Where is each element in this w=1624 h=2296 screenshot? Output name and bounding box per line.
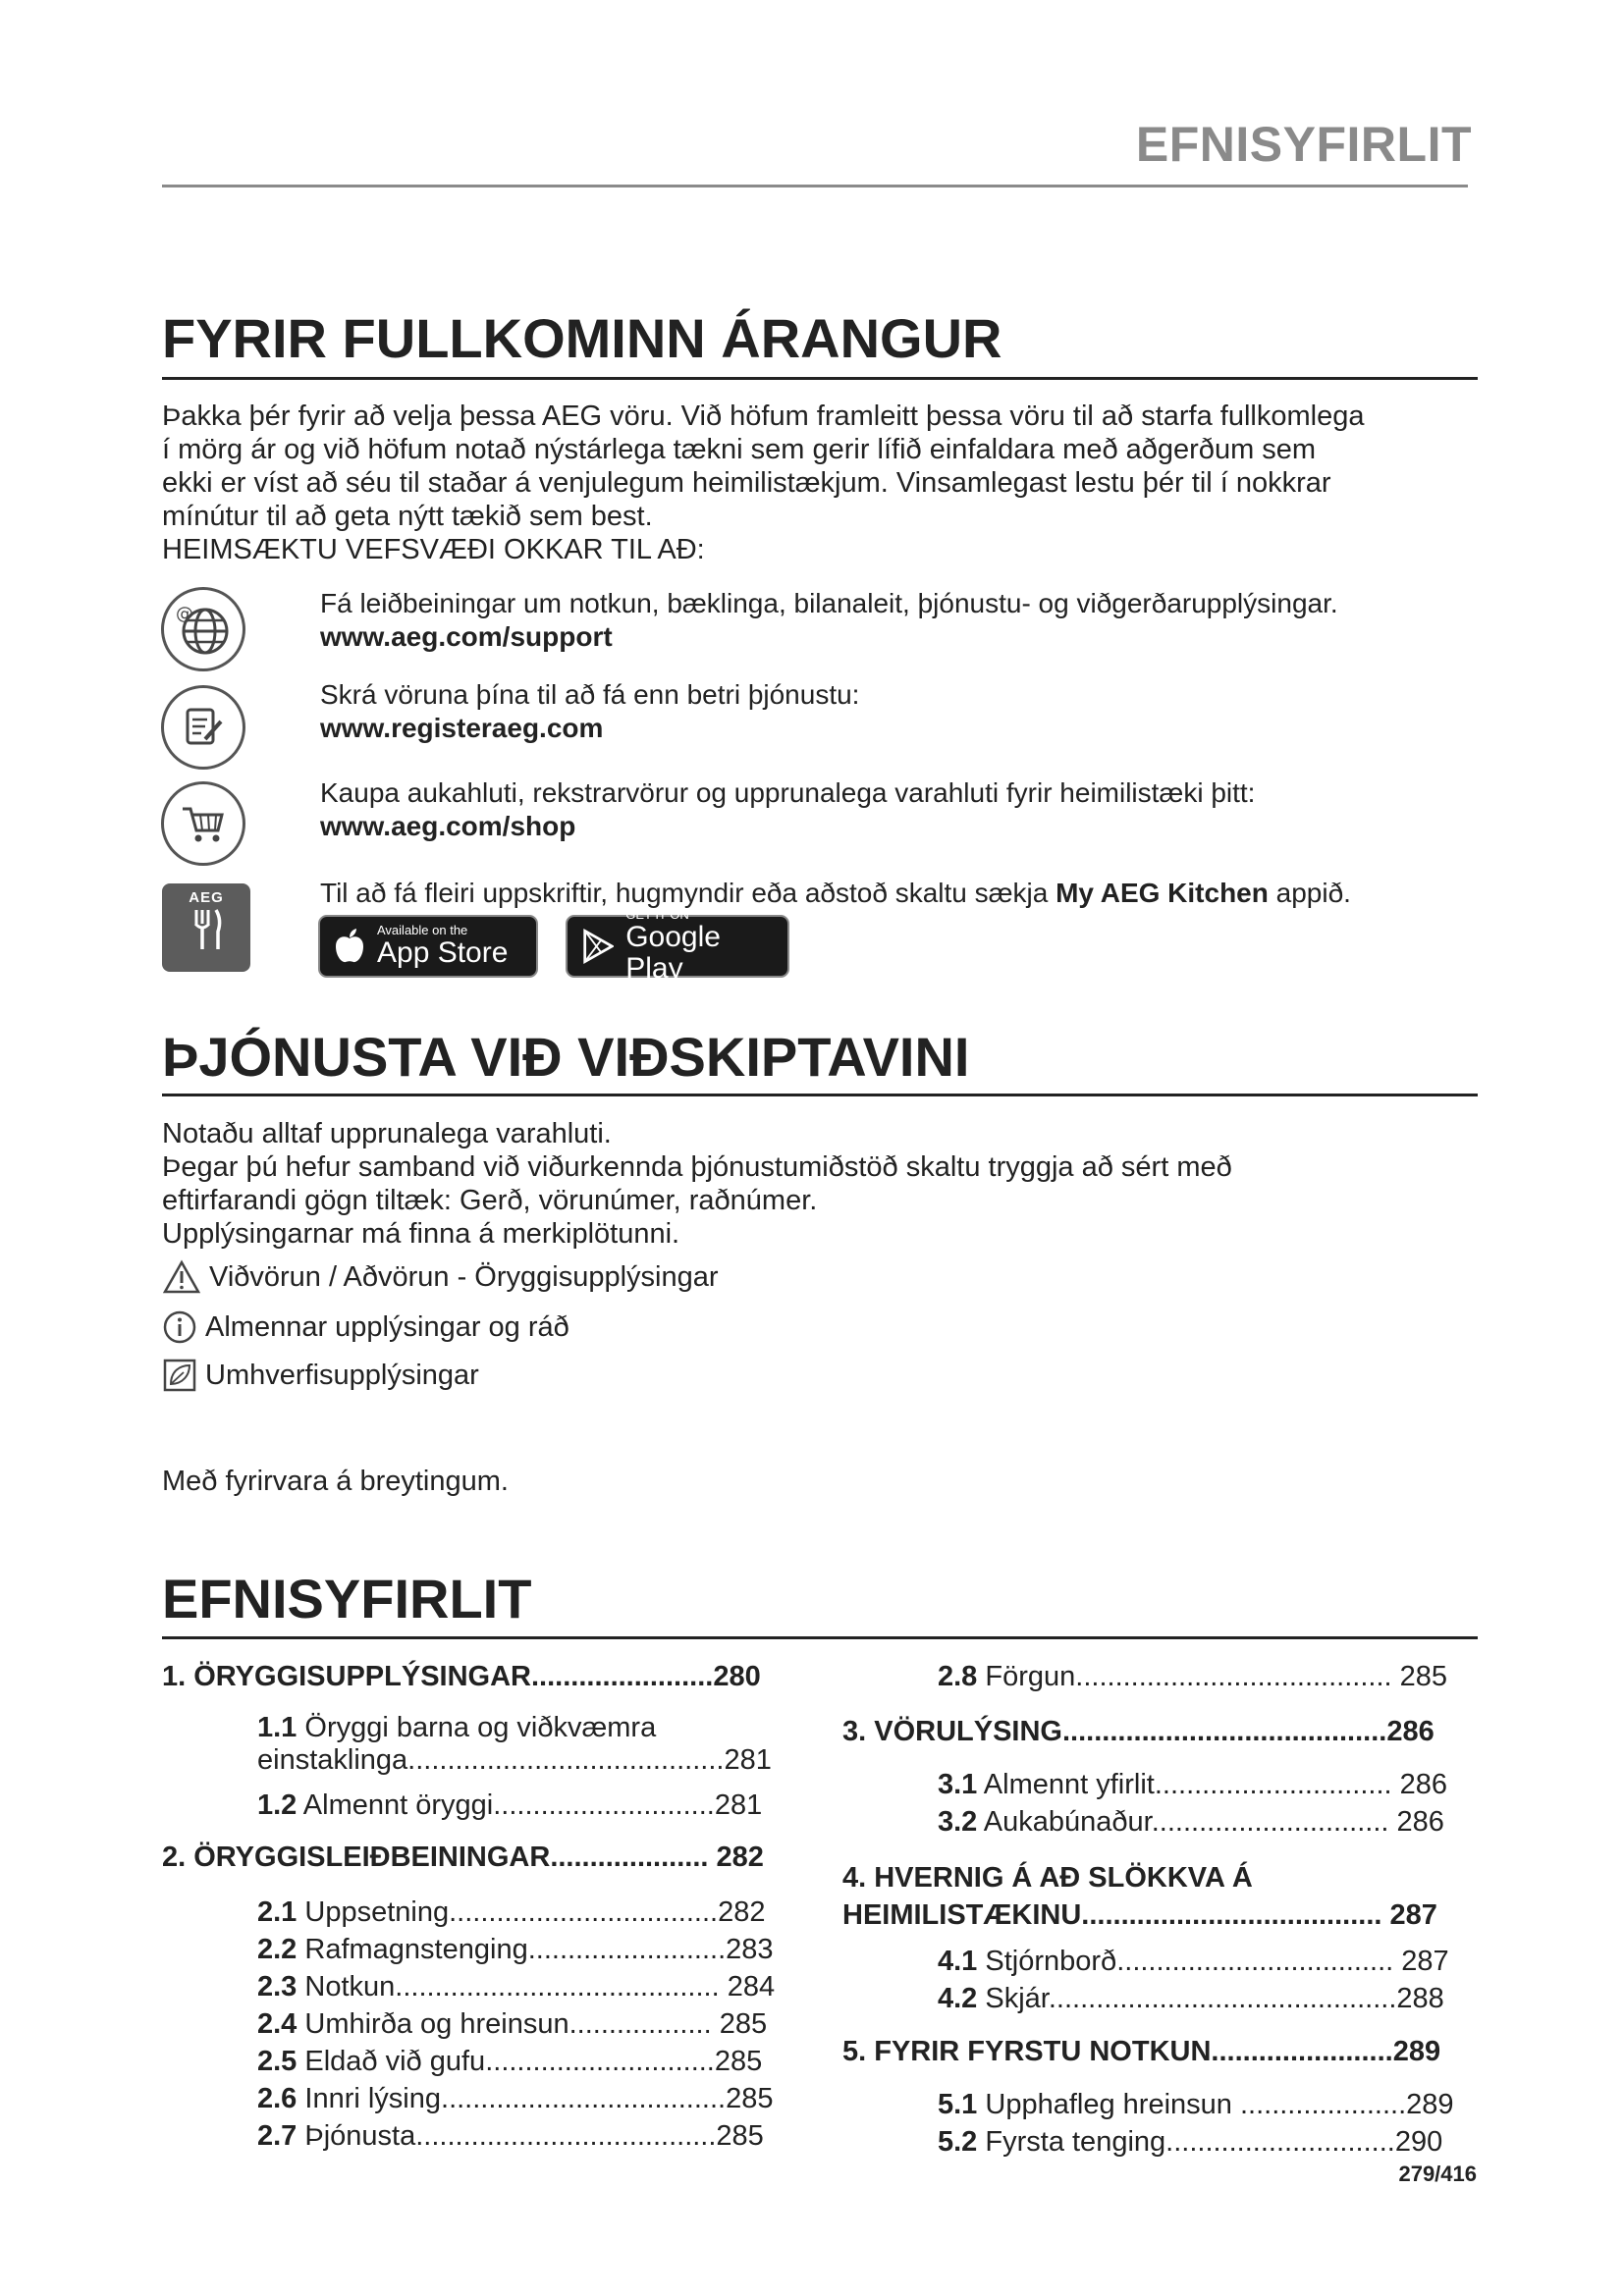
service-item-support: Fá leiðbeiningar um notkun, bæklinga, bilanaleit, þjónustu- og viðgerðarupplýsingar. www.aeg.com/support	[320, 587, 1479, 654]
play-icon	[581, 928, 614, 965]
intro-rule	[162, 377, 1478, 380]
google-play-button[interactable]: GET IT ON Google Play	[566, 915, 789, 978]
toc-entry-3-1[interactable]: 3.1 Almennt yfirlit.............................. 286	[938, 1769, 1448, 1800]
toc-entry-2-8[interactable]: 2.8 Förgun........................................ 285	[938, 1661, 1448, 1692]
intro-title: FYRIR FULLKOMINN ÁRANGUR	[162, 307, 1002, 369]
shopping-cart-icon	[161, 781, 245, 866]
changes-note: Með fyrirvara á breytingum.	[162, 1466, 509, 1497]
toc-title: EFNISYFIRLIT	[162, 1568, 532, 1629]
toc-entry-4-1[interactable]: 4.1 Stjórnborð................................... 287	[938, 1946, 1449, 1977]
toc-entry-2-7[interactable]: 2.7 Þjónusta......................................285	[257, 2120, 764, 2152]
service-title: ÞJÓNUSTA VIÐ VIÐSKIPTAVINI	[162, 1026, 970, 1088]
aeg-app-logo: AEG	[162, 883, 250, 972]
service-paragraph: Notaðu alltaf upprunalega varahluti. Þegar þú hefur samband við viðurkennda þjónustumiðstöð skaltu tryggja að sért með eftirfarandi gögn tiltæk: Gerð, vörunúmer, raðnúmer. Upplýsingarnar má finna á merkiplötunni.	[162, 1118, 1232, 1250]
app-store-button[interactable]: Available on the App Store	[318, 915, 538, 978]
toc-entry-2-5[interactable]: 2.5 Eldað við gufu.............................285	[257, 2046, 763, 2077]
header-rule	[162, 185, 1468, 187]
toc-entry-2-4[interactable]: 2.4 Umhirða og hreinsun.................. 285	[257, 2008, 768, 2040]
toc-entry-3[interactable]: 3. VÖRULÝSING.........................................286	[842, 1716, 1435, 1747]
info-icon	[162, 1309, 197, 1345]
toc-entry-1[interactable]: 1. ÖRYGGISUPPLÝSINGAR.......................280	[162, 1661, 761, 1692]
toc-entry-5-1[interactable]: 5.1 Upphafleg hreinsun .....................289	[938, 2089, 1454, 2120]
toc-entry-2-6[interactable]: 2.6 Innri lýsing....................................285	[257, 2083, 774, 2114]
svg-text:@: @	[176, 604, 193, 624]
legend-warning: Viðvörun / Aðvörun - Öryggisupplýsingar	[162, 1259, 719, 1295]
page-number: 279/416	[1398, 2162, 1477, 2186]
register-link[interactable]: www.registeraeg.com	[320, 713, 604, 743]
toc-entry-2[interactable]: 2. ÖRYGGISLEIÐBEININGAR.................... 282	[162, 1842, 764, 1873]
service-rule	[162, 1094, 1478, 1096]
legend-info: Almennar upplýsingar og ráð	[162, 1309, 569, 1345]
service-item-shop: Kaupa aukahluti, rekstrarvörur og upprunalega varahluti fyrir heimilistæki þitt: www.aeg.com/shop	[320, 776, 1479, 843]
toc-entry-2-3[interactable]: 2.3 Notkun......................................... 284	[257, 1971, 776, 2002]
shop-link[interactable]: www.aeg.com/shop	[320, 811, 576, 841]
support-link[interactable]: www.aeg.com/support	[320, 621, 613, 652]
toc-entry-5-2[interactable]: 5.2 Fyrsta tenging.............................290	[938, 2126, 1443, 2158]
toc-entry-4-2[interactable]: 4.2 Skjár............................................288	[938, 1983, 1444, 2014]
service-item-register: Skrá vöruna þína til að fá enn betri þjónustu: www.registeraeg.com	[320, 678, 1479, 745]
header-title: EFNISYFIRLIT	[1135, 117, 1472, 172]
globe-icon	[161, 587, 245, 671]
toc-entry-4[interactable]: 4. HVERNIG Á AÐ SLÖKKVA Á HEIMILISTÆKINU...................................... 287	[842, 1862, 1437, 1931]
cutlery-icon	[187, 906, 226, 953]
warning-icon	[162, 1259, 201, 1295]
toc-entry-1-2[interactable]: 1.2 Almennt öryggi............................281	[257, 1789, 763, 1821]
toc-entry-2-2[interactable]: 2.2 Rafmagnstenging.........................283	[257, 1934, 774, 1965]
toc-rule	[162, 1636, 1478, 1639]
toc-entry-3-2[interactable]: 3.2 Aukabúnaður.............................. 286	[938, 1806, 1444, 1838]
toc-entry-5[interactable]: 5. FYRIR FYRSTU NOTKUN.......................289	[842, 2036, 1441, 2067]
app-info-text: Til að fá fleiri uppskriftir, hugmyndir eða aðstoð skaltu sækja My AEG Kitchen appið.	[320, 878, 1351, 908]
environment-icon	[162, 1358, 197, 1393]
register-icon	[161, 685, 245, 770]
toc-entry-2-1[interactable]: 2.1 Uppsetning..................................282	[257, 1896, 766, 1928]
legend-environment: Umhverfisupplýsingar	[162, 1358, 479, 1393]
toc-entry-1-1[interactable]: 1.1 Öryggi barna og viðkvæmra einstaklinga........................................281	[257, 1712, 772, 1776]
intro-paragraph: Þakka þér fyrir að velja þessa AEG vöru. Við höfum framleitt þessa vöru til að starfa fullkomlega í mörg ár og við höfum notað nýstárlega tækni sem gerir lífið einfaldara með aðgerðum sem ekki er víst að séu til staðar á venjulegum heimilistækjum. Vinsamlegast lestu þér til í nokkrar mínútur til að geta nýtt tækið sem best. HEIMSÆKTU VEFSVÆÐI OKKAR TIL AÐ:	[162, 400, 1365, 565]
apple-icon	[334, 928, 365, 965]
